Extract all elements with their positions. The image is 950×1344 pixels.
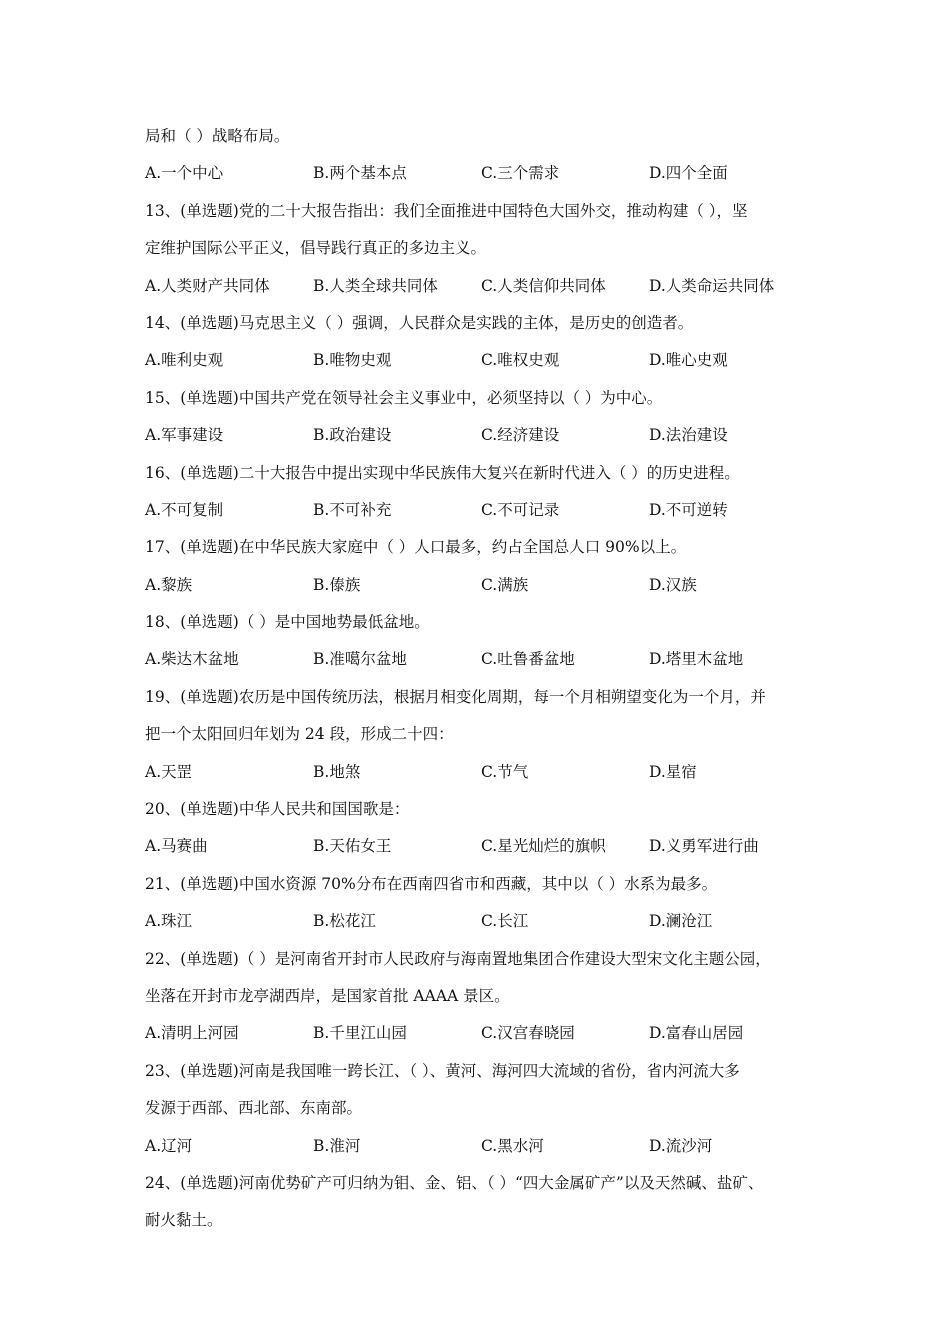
option-c: C.满族 <box>481 575 529 594</box>
question-19 <box>145 679 825 791</box>
question-20 <box>145 791 825 866</box>
question-text: 坐落在开封市龙亭湖西岸，是国家首批 AAAA 景区。 <box>145 986 510 1005</box>
option-b: B.傣族 <box>313 575 361 594</box>
option-b: B.唯物史观 <box>313 351 392 370</box>
question-options <box>145 754 825 791</box>
question-21 <box>145 866 825 941</box>
question-options <box>145 828 825 865</box>
option-c: C.三个需求 <box>481 164 560 183</box>
option-b: B.千里江山园 <box>313 1024 407 1043</box>
option-d: D.法治建设 <box>649 426 728 445</box>
option-a: A.天罡 <box>145 762 193 781</box>
question-text: 22、(单选题)（ ）是河南省开封市人民政府与海南置地集团合作建设大型宋文化主题公园， <box>145 949 771 968</box>
continuation-options <box>145 155 825 192</box>
option-b: B.不可补充 <box>313 500 392 519</box>
option-d: D.富春山居园 <box>649 1024 744 1043</box>
option-c: C.不可记录 <box>481 500 560 519</box>
question-options <box>145 641 825 678</box>
question-23 <box>145 1053 825 1165</box>
question-16 <box>145 455 825 530</box>
question-text: 19、(单选题)农历是中国传统历法，根据月相变化周期，每一个月相朔望变化为一个月，并 <box>145 687 766 706</box>
option-c: C.节气 <box>481 762 529 781</box>
question-text: 发源于西部、西北部、东南部。 <box>145 1099 363 1118</box>
option-c: C.长江 <box>481 912 529 931</box>
option-a: A.一个中心 <box>145 164 224 183</box>
option-c: C.黑水河 <box>481 1136 544 1155</box>
option-d: D.不可逆转 <box>649 500 728 519</box>
option-d: D.唯心史观 <box>649 351 728 370</box>
question-text: 13、(单选题)党的二十大报告指出：我们全面推进中国特色大国外交，推动构建（ ），坚 <box>145 201 748 220</box>
option-c: C.汉宫春晓园 <box>481 1024 575 1043</box>
question-options <box>145 1015 825 1052</box>
option-c: C.吐鲁番盆地 <box>481 650 575 669</box>
question-text: 21、(单选题)中国水资源 70%分布在西南四省市和西藏，其中以（ ）水系为最多。 <box>145 874 718 893</box>
question-15 <box>145 380 825 455</box>
option-d: D.星宿 <box>649 762 697 781</box>
option-c: C.人类信仰共同体 <box>481 276 606 295</box>
question-text: 23、(单选题)河南是我国唯一跨长江、（ ）、黄河、海河四大流域的省份，省内河流大多 <box>145 1061 740 1080</box>
question-text: 24、(单选题)河南优势矿产可归纳为钼、金、铝、（ ）“四大金属矿产”以及天然碱、盐矿、 <box>145 1173 764 1192</box>
option-c: C.星光灿烂的旗帜 <box>481 837 606 856</box>
option-c: C.唯权史观 <box>481 351 560 370</box>
question-text: 15、(单选题)中国共产党在领导社会主义事业中，必须坚持以（ ）为中心。 <box>145 388 663 407</box>
question-18 <box>145 604 825 679</box>
question-options <box>145 903 825 940</box>
option-d: D.四个全面 <box>649 164 728 183</box>
question-text: 定维护国际公平正义，倡导践行真正的多边主义。 <box>145 239 487 258</box>
option-a: A.人类财产共同体 <box>145 276 270 295</box>
option-d: D.汉族 <box>649 575 697 594</box>
document-page <box>145 118 825 1240</box>
question-17 <box>145 529 825 604</box>
option-d: D.澜沧江 <box>649 912 713 931</box>
option-b: B.淮河 <box>313 1136 361 1155</box>
option-b: B.地煞 <box>313 762 361 781</box>
question-continuation: 局和（ ）战略布局。 <box>145 127 290 145</box>
question-options <box>145 567 825 604</box>
question-text: 20、(单选题)中华人民共和国国歌是： <box>145 800 410 819</box>
question-text: 14、(单选题)马克思主义（ ）强调，人民群众是实践的主体，是历史的创造者。 <box>145 313 694 332</box>
option-c: C.经济建设 <box>481 426 560 445</box>
option-a: A.黎族 <box>145 575 193 594</box>
option-a: A.唯利史观 <box>145 351 224 370</box>
question-options <box>145 417 825 454</box>
option-a: A.军事建设 <box>145 426 224 445</box>
question-text: 耐火黏土。 <box>145 1211 223 1230</box>
option-b: B.两个基本点 <box>313 164 407 183</box>
option-b: B.准噶尔盆地 <box>313 650 407 669</box>
question-14 <box>145 305 825 380</box>
option-b: B.天佑女王 <box>313 837 392 856</box>
option-b: B.政治建设 <box>313 426 392 445</box>
option-d: D.义勇军进行曲 <box>649 837 759 856</box>
option-a: A.柴达木盆地 <box>145 650 239 669</box>
option-a: A.马赛曲 <box>145 837 208 856</box>
question-text: 17、(单选题)在中华民族大家庭中（ ）人口最多，约占全国总人口 90%以上。 <box>145 538 687 557</box>
option-b: B.人类全球共同体 <box>313 276 438 295</box>
option-b: B.松花江 <box>313 912 376 931</box>
option-a: A.珠江 <box>145 912 193 931</box>
question-text: 18、(单选题)（ ）是中国地势最低盆地。 <box>145 613 430 632</box>
question-text: 把一个太阳回归年划为 24 段，形成二十四： <box>145 725 454 744</box>
question-24 <box>145 1165 825 1240</box>
option-a: A.不可复制 <box>145 500 224 519</box>
option-d: D.流沙河 <box>649 1136 713 1155</box>
question-text: 16、(单选题)二十大报告中提出实现中华民族伟大复兴在新时代进入（ ）的历史进程。 <box>145 463 740 482</box>
option-d: D.塔里木盆地 <box>649 650 744 669</box>
question-22 <box>145 941 825 1053</box>
question-options <box>145 268 825 305</box>
option-a: A.辽河 <box>145 1136 193 1155</box>
question-options <box>145 492 825 529</box>
question-options <box>145 1128 825 1165</box>
option-d: D.人类命运共同体 <box>649 276 775 295</box>
question-options <box>145 342 825 379</box>
option-a: A.清明上河园 <box>145 1024 239 1043</box>
question-13 <box>145 193 825 305</box>
